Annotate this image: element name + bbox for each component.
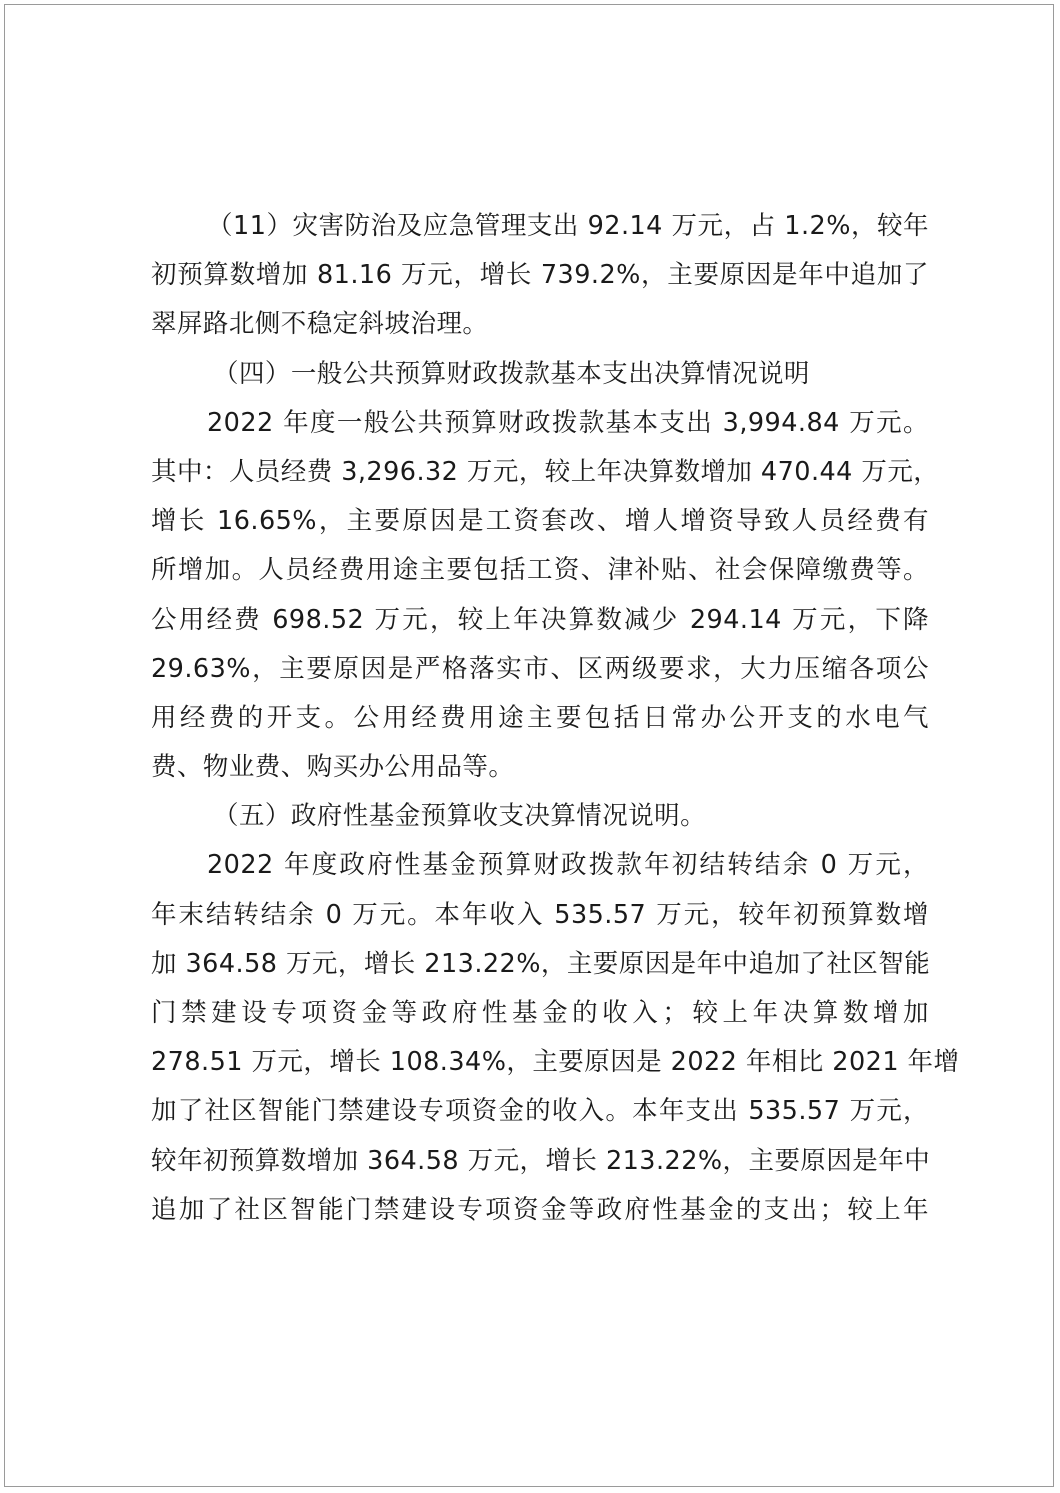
document-body	[151, 202, 960, 1235]
text-line: 较年初预算数增加 364.58 万元，增长 213.22%，主要原因是年中	[151, 1145, 931, 1176]
text-line: 费、物业费、购买办公用品等。	[151, 752, 515, 783]
text-line: 所增加。人员经费用途主要包括工资、津补贴、社会保障缴费等。	[151, 555, 929, 586]
text-line: 加了社区智能门禁建设专项资金的收入。本年支出 535.57 万元，	[151, 1096, 929, 1127]
text-line: 2022 年度政府性基金预算财政拨款年初结转结余 0 万元，	[207, 850, 929, 881]
paragraph-government-fund	[151, 841, 960, 1235]
text-line: 门禁建设专项资金等政府性基金的收入；较上年决算数增加	[151, 998, 929, 1028]
text-line: 加 364.58 万元，增长 213.22%，主要原因是年中追加了社区智能	[151, 948, 931, 979]
paragraph-basic-expenditure	[151, 399, 940, 793]
text-line: 年末结转结余 0 万元。本年收入 535.57 万元，较年初预算数增	[151, 899, 929, 930]
text-line: 追加了社区智能门禁建设专项资金等政府性基金的支出；较上年	[151, 1194, 929, 1225]
text-line: 29.63%，主要原因是严格落实市、区两级要求，大力压缩各项公	[151, 653, 929, 684]
heading-text: （四）一般公共预算财政拨款基本支出决算情况说明	[213, 358, 810, 389]
text-line: 增长 16.65%，主要原因是工资套改、增人增资导致人员经费有	[151, 506, 929, 537]
heading-text: （五）政府性基金预算收支决算情况说明。	[213, 801, 707, 832]
document-page	[4, 4, 1054, 1487]
text-line: 用经费的开支。公用经费用途主要包括日常办公开支的水电气	[151, 702, 929, 733]
paragraph-disaster-prevention	[151, 202, 929, 350]
text-line: 初预算数增加 81.16 万元，增长 739.2%，主要原因是年中追加了	[151, 260, 929, 291]
text-line: 翠屏路北侧不稳定斜坡治理。	[151, 309, 489, 340]
text-line: 278.51 万元，增长 108.34%，主要原因是 2022 年相比 2021 年增	[151, 1047, 960, 1078]
text-line: 公用经费 698.52 万元，较上年决算数减少 294.14 万元，下降	[151, 604, 929, 635]
text-line: 2022 年度一般公共预算财政拨款基本支出 3,994.84 万元。	[207, 407, 929, 438]
text-line: （11）灾害防治及应急管理支出 92.14 万元，占 1.2%，较年	[207, 211, 929, 241]
section-heading-basic-expenditure	[151, 350, 929, 399]
section-heading-government-fund	[151, 792, 929, 841]
text-line: 其中：人员经费 3,296.32 万元，较上年决算数增加 470.44 万元，	[151, 456, 940, 487]
